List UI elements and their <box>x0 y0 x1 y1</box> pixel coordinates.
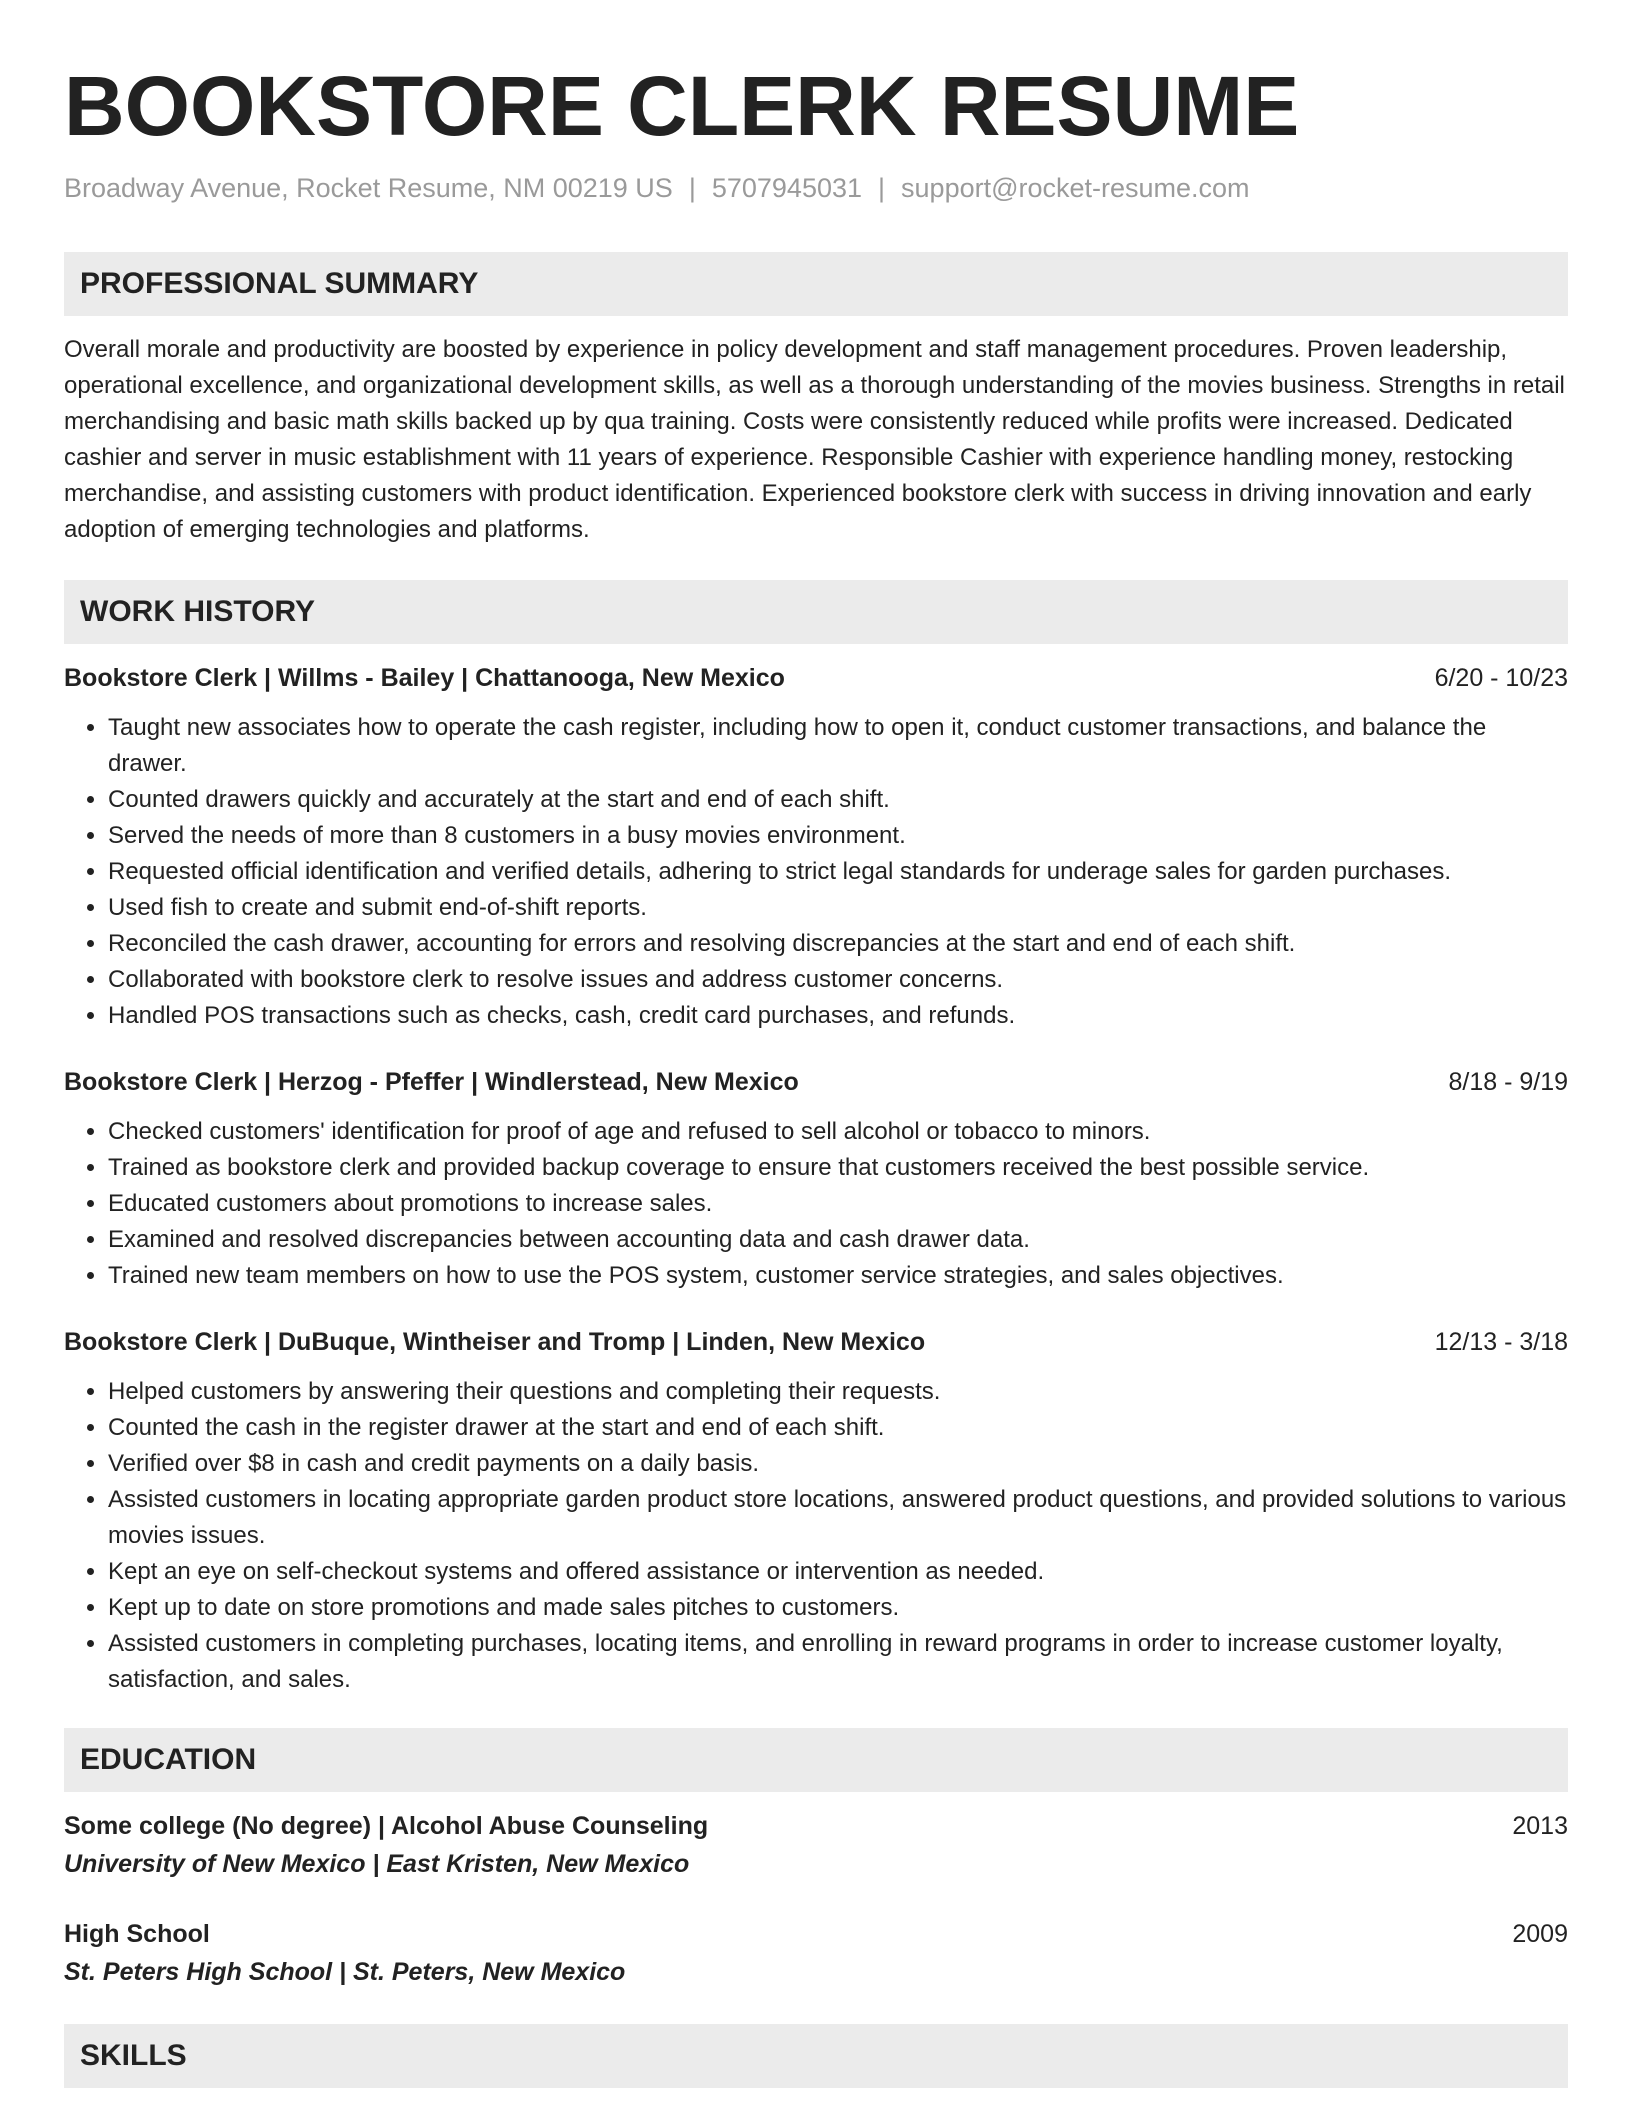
job-bullets <box>64 710 1568 1034</box>
contact-separator: | <box>878 173 886 203</box>
job-bullet: • Trained as bookstore clerk and provided backup coverage to ensure that customers received the best possible service. <box>108 1150 1568 1186</box>
contact-line <box>64 170 1568 206</box>
job-bullet: • Examined and resolved discrepancies between accounting data and cash drawer data. <box>108 1222 1568 1258</box>
job-bullet: • Assisted customers in locating appropriate garden product store locations, answered product questions, and provided solutions to various movies issues. <box>108 1482 1568 1554</box>
job-dates: 8/18 - 9/19 <box>1448 1068 1568 1096</box>
job-bullet: • Collaborated with bookstore clerk to resolve issues and address customer concerns. <box>108 962 1568 998</box>
education-entry <box>64 1808 1568 1882</box>
job-bullet: • Helped customers by answering their questions and completing their requests. <box>108 1374 1568 1410</box>
skills-heading: SKILLS <box>64 2024 1568 2088</box>
job-bullet: • Checked customers' identification for proof of age and refused to sell alcohol or tobacco to minors. <box>108 1114 1568 1150</box>
contact-address: Broadway Avenue, Rocket Resume, NM 00219 US <box>64 173 673 203</box>
job-bullet: • Trained new team members on how to use the POS system, customer service strategies, and sales objectives. <box>108 1258 1568 1294</box>
job-bullet: • Reconciled the cash drawer, accounting for errors and resolving discrepancies at the start and end of each shift. <box>108 926 1568 962</box>
job-bullet: • Requested official identification and verified details, adhering to strict legal standards for underage sales for garden purchases. <box>108 854 1568 890</box>
resume-title: BOOKSTORE CLERK RESUME <box>64 59 1300 153</box>
job-title: Bookstore Clerk | Willms - Bailey | Chattanooga, New Mexico <box>64 664 785 692</box>
education-title: High School <box>64 1920 210 1948</box>
job-bullet: • Educated customers about promotions to increase sales. <box>108 1186 1568 1222</box>
education-title: Some college (No degree) | Alcohol Abuse Counseling <box>64 1812 709 1840</box>
job-dates: 12/13 - 3/18 <box>1434 1328 1568 1356</box>
contact-email: support@rocket-resume.com <box>901 173 1250 203</box>
job-bullet: • Counted drawers quickly and accurately at the start and end of each shift. <box>108 782 1568 818</box>
summary-text: Overall morale and productivity are boosted by experience in policy development and staff management procedures. Proven leadership, operational excellence, and organizational development skills, as well as a thorough understanding of the movies business. Strengths in retail merchandising and basic math skills backed up by qua training. Costs were consistently reduced while profits were increased. Dedicated cashier and server in music establishment with 11 years of experience. Responsible Cashier with experience handling money, restocking merchandise, and assisting customers with product identification. Experienced bookstore clerk with success in driving innovation and early adoption of emerging technologies and platforms. <box>64 336 1565 543</box>
education-school: University of New Mexico | East Kristen, New Mexico <box>64 1850 690 1878</box>
work-history-heading: WORK HISTORY <box>64 580 1568 644</box>
job-bullets <box>64 1114 1568 1294</box>
education-year: 2009 <box>1512 1920 1568 1948</box>
education-header <box>64 1916 1568 1952</box>
education-school: St. Peters High School | St. Peters, New Mexico <box>64 1958 626 1986</box>
contact-phone: 5707945031 <box>711 173 863 203</box>
education-heading: EDUCATION <box>64 1728 1568 1792</box>
job-dates: 6/20 - 10/23 <box>1434 664 1568 692</box>
job-bullet: • Handled POS transactions such as checks, cash, credit card purchases, and refunds. <box>108 998 1568 1034</box>
contact-separator: | <box>688 173 696 203</box>
summary-heading: PROFESSIONAL SUMMARY <box>64 252 1568 316</box>
resume-page <box>64 0 1568 2088</box>
job-bullet: • Assisted customers in completing purchases, locating items, and enrolling in reward programs in order to increase customer loyalty, satisfaction, and sales. <box>108 1626 1568 1698</box>
education-header <box>64 1808 1568 1844</box>
job-bullet: • Served the needs of more than 8 customers in a busy movies environment. <box>108 818 1568 854</box>
job-bullet: • Kept an eye on self-checkout systems and offered assistance or intervention as needed. <box>108 1554 1568 1590</box>
job-bullet: • Verified over $8 in cash and credit payments on a daily basis. <box>108 1446 1568 1482</box>
job-bullets <box>64 1374 1568 1698</box>
job-bullet: • Kept up to date on store promotions and made sales pitches to customers. <box>108 1590 1568 1626</box>
job-header <box>64 1324 1568 1360</box>
education-entry <box>64 1916 1568 1990</box>
job-entry <box>64 660 1568 1034</box>
job-header <box>64 660 1568 696</box>
job-bullet: • Used fish to create and submit end-of-shift reports. <box>108 890 1568 926</box>
job-title: Bookstore Clerk | DuBuque, Wintheiser and Tromp | Linden, New Mexico <box>64 1328 926 1356</box>
job-entry <box>64 1324 1568 1698</box>
job-bullet: • Taught new associates how to operate the cash register, including how to open it, conduct customer transactions, and balance the drawer. <box>108 710 1568 782</box>
job-header <box>64 1064 1568 1100</box>
job-bullet: • Counted the cash in the register drawer at the start and end of each shift. <box>108 1410 1568 1446</box>
education-year: 2013 <box>1512 1812 1568 1840</box>
job-title: Bookstore Clerk | Herzog - Pfeffer | Windlerstead, New Mexico <box>64 1068 799 1096</box>
job-entry <box>64 1064 1568 1294</box>
